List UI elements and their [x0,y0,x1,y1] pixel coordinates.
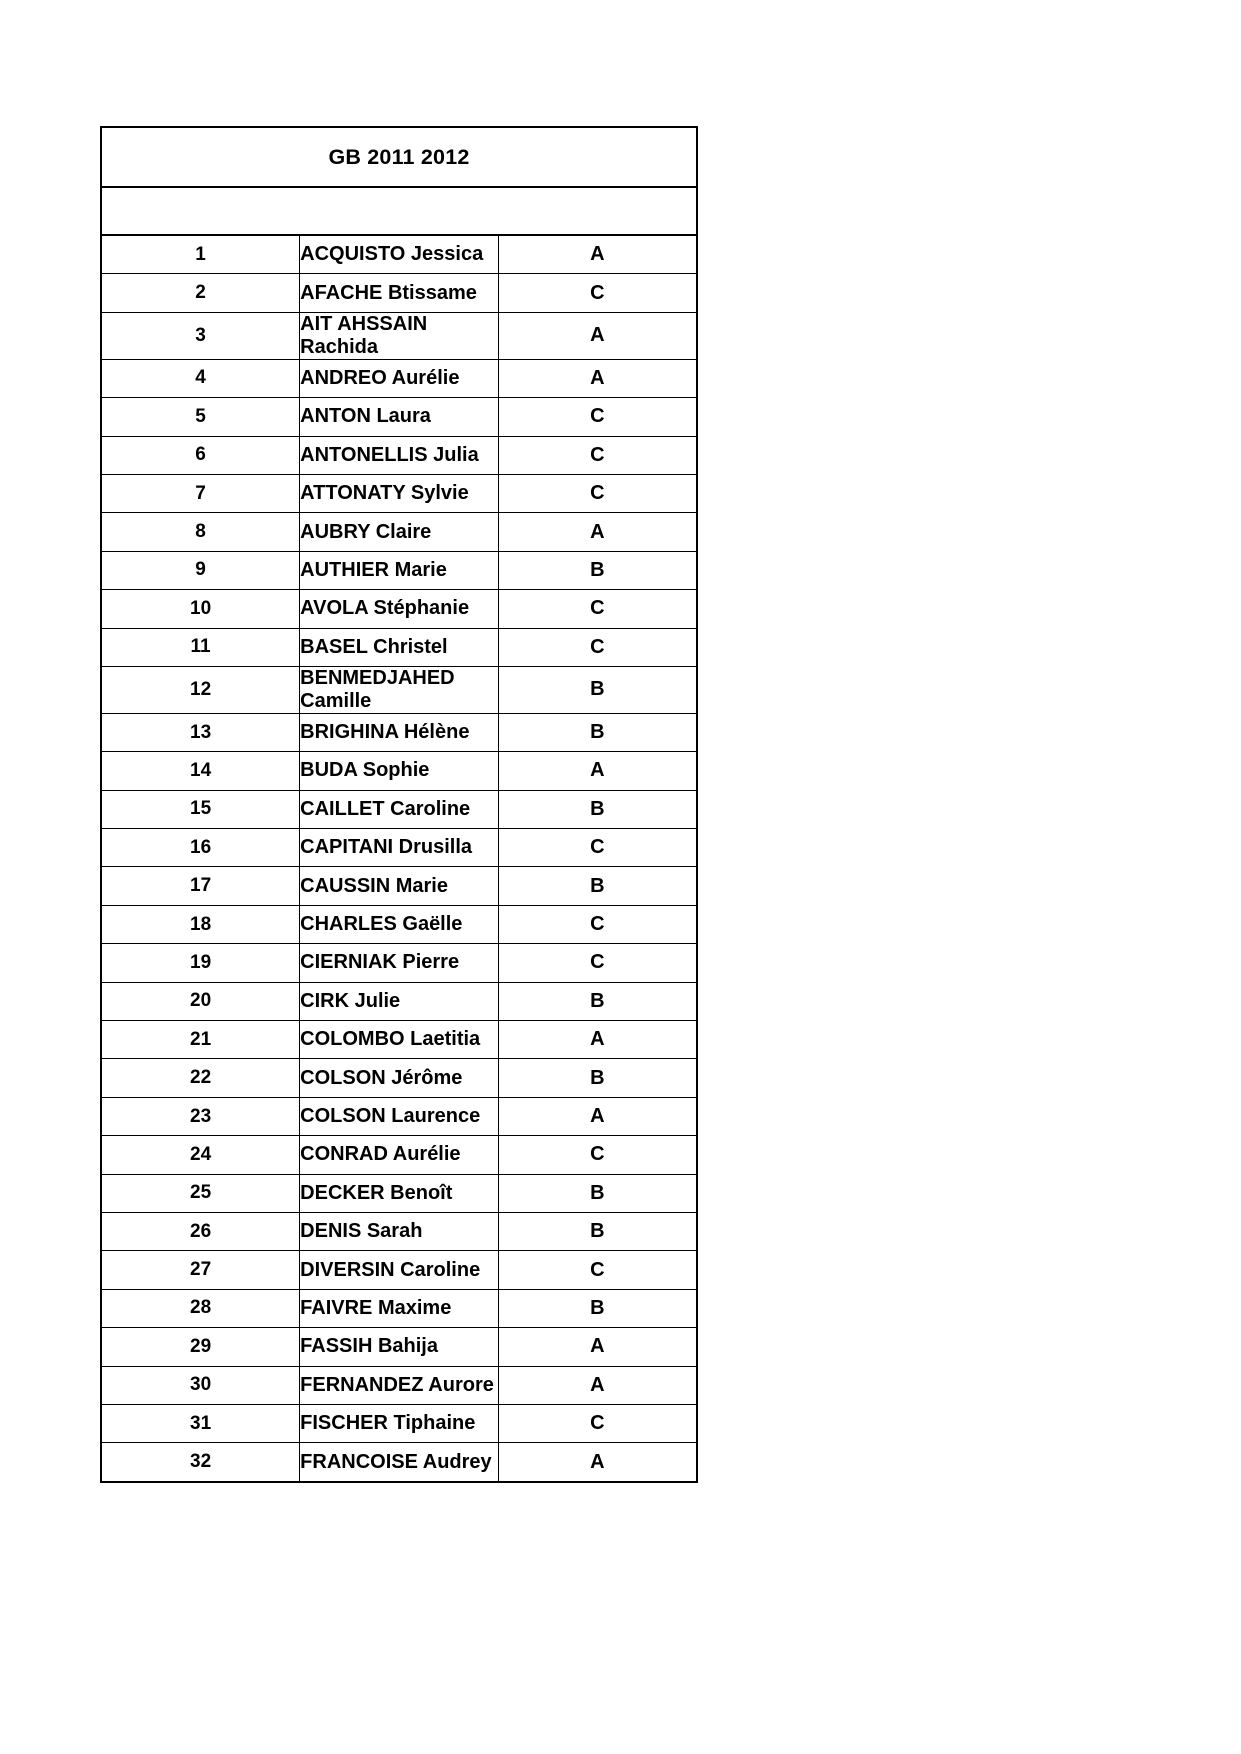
table-row [101,235,697,274]
table-row [101,1443,697,1482]
table-row [101,1366,697,1404]
row-number-cell: 1 [101,235,300,274]
group-letter-cell: A [498,235,697,274]
student-name-cell: BENMEDJAHED Camille [300,666,499,713]
student-name-cell: COLSON Jérôme [300,1059,499,1097]
student-name-cell: FRANCOISE Audrey [300,1443,499,1482]
row-number-cell: 13 [101,713,300,751]
table-row [101,867,697,905]
table-row [101,666,697,713]
row-number-cell: 31 [101,1404,300,1442]
group-letter-cell: B [498,1212,697,1250]
group-letter-cell: C [498,1136,697,1174]
group-letter-cell: C [498,398,697,436]
student-name-cell: CIERNIAK Pierre [300,944,499,982]
row-number-cell: 25 [101,1174,300,1212]
group-letter-cell: A [498,752,697,790]
row-number-cell: 32 [101,1443,300,1482]
table-row [101,829,697,867]
student-name-cell: CHARLES Gaëlle [300,905,499,943]
blank-cell [101,187,697,235]
group-letter-cell: C [498,1404,697,1442]
table-row [101,752,697,790]
table-row [101,1021,697,1059]
group-letter-cell: C [498,1251,697,1289]
row-number-cell: 12 [101,666,300,713]
group-letter-cell: B [498,551,697,589]
group-letter-cell: C [498,474,697,512]
group-letter-cell: B [498,1059,697,1097]
student-name-cell: FASSIH Bahija [300,1328,499,1366]
student-name-cell: CAILLET Caroline [300,790,499,828]
table-row [101,982,697,1020]
row-number-cell: 8 [101,513,300,551]
student-name-cell: ANTON Laura [300,398,499,436]
group-letter-cell: B [498,982,697,1020]
group-letter-cell: A [498,359,697,397]
table-row [101,1097,697,1135]
table-row [101,790,697,828]
table-row [101,590,697,628]
row-number-cell: 29 [101,1328,300,1366]
student-name-cell: DIVERSIN Caroline [300,1251,499,1289]
group-letter-cell: B [498,1174,697,1212]
student-name-cell: CIRK Julie [300,982,499,1020]
row-number-cell: 18 [101,905,300,943]
row-number-cell: 21 [101,1021,300,1059]
student-name-cell: BRIGHINA Hélène [300,713,499,751]
student-name-cell: BUDA Sophie [300,752,499,790]
student-name-cell: FAIVRE Maxime [300,1289,499,1327]
table-row [101,551,697,589]
table-row [101,436,697,474]
student-name-cell: AVOLA Stéphanie [300,590,499,628]
table-row [101,474,697,512]
table-blank-row [101,187,697,235]
student-name-cell: COLSON Laurence [300,1097,499,1135]
group-letter-cell: A [498,1328,697,1366]
student-name-cell: ACQUISTO Jessica [300,235,499,274]
group-letter-cell: C [498,590,697,628]
group-letter-cell: C [498,436,697,474]
table-row [101,312,697,359]
student-name-cell: BASEL Christel [300,628,499,666]
table-row [101,1251,697,1289]
group-letter-cell: C [498,944,697,982]
group-letter-cell: B [498,790,697,828]
student-name-cell: DECKER Benoît [300,1174,499,1212]
row-number-cell: 2 [101,274,300,312]
group-letter-cell: A [498,1021,697,1059]
table-row [101,1136,697,1174]
student-name-cell: ATTONATY Sylvie [300,474,499,512]
row-number-cell: 26 [101,1212,300,1250]
group-letter-cell: A [498,312,697,359]
group-letter-cell: B [498,666,697,713]
row-number-cell: 11 [101,628,300,666]
group-letter-cell: C [498,905,697,943]
roster-rows-body [101,235,697,1482]
student-name-cell: AUBRY Claire [300,513,499,551]
table-row [101,713,697,751]
row-number-cell: 6 [101,436,300,474]
row-number-cell: 3 [101,312,300,359]
group-letter-cell: B [498,867,697,905]
group-letter-cell: A [498,1097,697,1135]
table-row [101,1328,697,1366]
table-row [101,274,697,312]
row-number-cell: 22 [101,1059,300,1097]
student-name-cell: CAUSSIN Marie [300,867,499,905]
table-row [101,1212,697,1250]
row-number-cell: 28 [101,1289,300,1327]
roster-table [100,126,698,1483]
table-title-row [101,127,697,187]
table-row [101,905,697,943]
table-row [101,1174,697,1212]
row-number-cell: 24 [101,1136,300,1174]
group-letter-cell: A [498,1443,697,1482]
row-number-cell: 9 [101,551,300,589]
row-number-cell: 4 [101,359,300,397]
row-number-cell: 23 [101,1097,300,1135]
row-number-cell: 5 [101,398,300,436]
student-name-cell: CONRAD Aurélie [300,1136,499,1174]
group-letter-cell: B [498,713,697,751]
table-row [101,359,697,397]
row-number-cell: 30 [101,1366,300,1404]
row-number-cell: 10 [101,590,300,628]
student-name-cell: COLOMBO Laetitia [300,1021,499,1059]
row-number-cell: 17 [101,867,300,905]
row-number-cell: 16 [101,829,300,867]
student-name-cell: ANTONELLIS Julia [300,436,499,474]
roster-table-body [101,127,697,235]
student-name-cell: FISCHER Tiphaine [300,1404,499,1442]
group-letter-cell: C [498,274,697,312]
table-row [101,944,697,982]
group-letter-cell: B [498,1289,697,1327]
row-number-cell: 19 [101,944,300,982]
row-number-cell: 27 [101,1251,300,1289]
student-name-cell: AIT AHSSAIN Rachida [300,312,499,359]
group-letter-cell: C [498,628,697,666]
document-title: GB 2011 2012 [101,127,697,187]
student-name-cell: CAPITANI Drusilla [300,829,499,867]
student-name-cell: DENIS Sarah [300,1212,499,1250]
group-letter-cell: A [498,513,697,551]
table-row [101,398,697,436]
group-letter-cell: A [498,1366,697,1404]
table-row [101,628,697,666]
row-number-cell: 14 [101,752,300,790]
student-name-cell: ANDREO Aurélie [300,359,499,397]
row-number-cell: 7 [101,474,300,512]
group-letter-cell: C [498,829,697,867]
student-name-cell: FERNANDEZ Aurore [300,1366,499,1404]
roster-table-container [100,126,698,1483]
table-row [101,1289,697,1327]
student-name-cell: AUTHIER Marie [300,551,499,589]
row-number-cell: 15 [101,790,300,828]
student-name-cell: AFACHE Btissame [300,274,499,312]
table-row [101,1404,697,1442]
table-row [101,513,697,551]
table-row [101,1059,697,1097]
row-number-cell: 20 [101,982,300,1020]
